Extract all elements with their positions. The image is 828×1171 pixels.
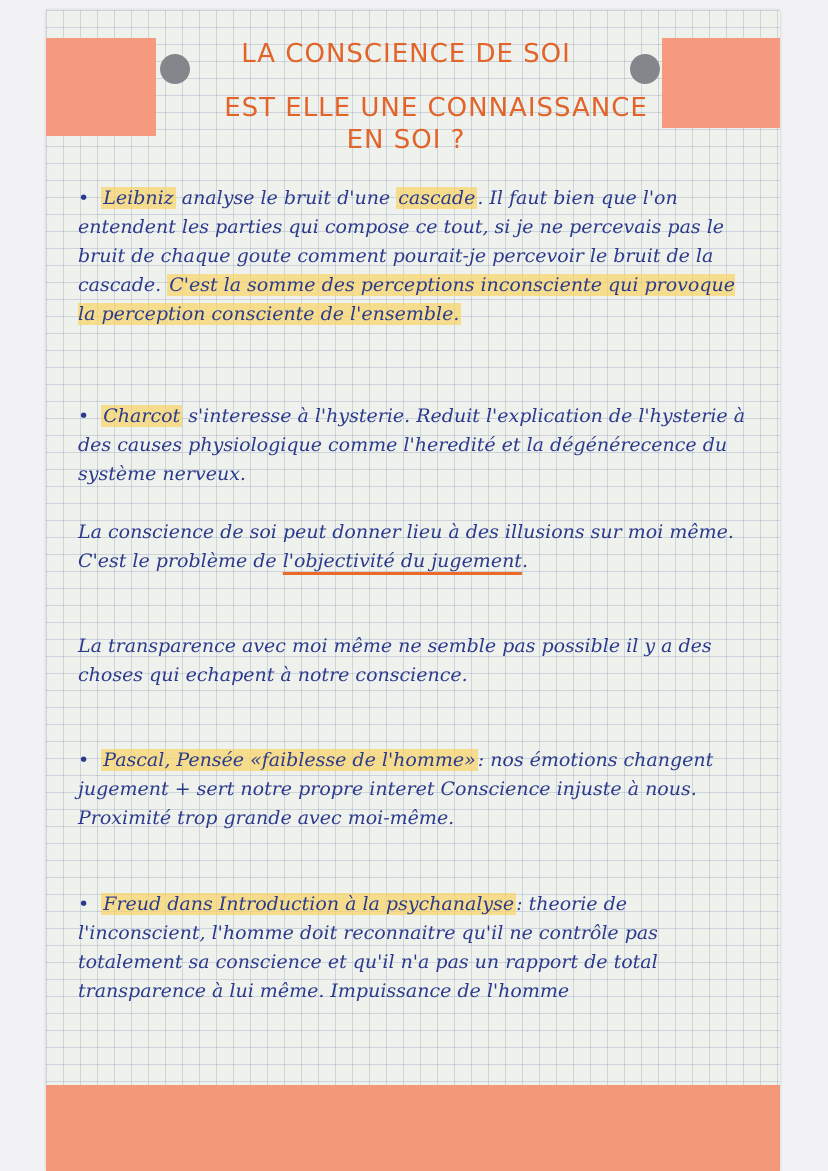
note-leibniz <box>78 184 758 329</box>
leibniz-name: Leibniz <box>103 187 174 209</box>
title-line-3: EN SOI ? <box>346 125 466 155</box>
title-line-2: EST ELLE UNE CONNAISSANCE <box>224 93 648 123</box>
card-tab-left <box>46 38 156 136</box>
freud-name: Freud dans Introduction à la psychanalyse <box>103 893 515 915</box>
charcot-text: s'interesse à l'hysterie. Reduit l'explication de l'hysterie à des causes physiologique comme l'heredité et la dégénérecence du système nerveux. <box>78 405 746 485</box>
leibniz-text-2: . Il faut bien que l'on entendent les parties qui compose ce tout, si je ne percevais pas le bruit de chaque goute comment pourait-je percevoir le bruit de la cascade. <box>78 187 725 296</box>
card-tab-bottom <box>46 1085 780 1171</box>
note-transparence <box>78 632 758 690</box>
leibniz-text-1: analyse le bruit d'une <box>175 187 397 209</box>
title-line-1: LA CONSCIENCE DE SOI <box>241 39 571 69</box>
note-illusions <box>78 518 758 576</box>
freud-text: : theorie de l'inconscient, l'homme doit reconnaitre qu'il ne contrôle pas totalement sa conscience et qu'il n'a pas un rapport de total transparence à lui même. Impuissance de l'homme <box>78 893 658 1002</box>
note-freud <box>78 890 758 1006</box>
note-charcot <box>78 402 758 489</box>
transparence-text: La transparence avec moi même ne semble pas possible il y a des choses qui echapent à notre conscience. <box>78 635 712 686</box>
leibniz-word: cascade <box>398 187 476 209</box>
charcot-name: Charcot <box>103 405 181 427</box>
pascal-name: Pascal, Pensée «faiblesse de l'homme» <box>103 749 476 771</box>
index-card <box>46 10 780 1171</box>
pascal-text: : nos émotions changent jugement + sert notre propre interet Conscience injuste à nous. Proximité trop grande avec moi-même. <box>78 749 714 829</box>
illusions-text: La conscience de soi peut donner lieu à des illusions sur moi même. C'est le problème de <box>78 521 734 572</box>
leibniz-conclusion: C'est la somme des perceptions inconsciente qui provoque la perception consciente de l'ensemble. <box>78 274 735 325</box>
illusions-end: . <box>521 550 528 572</box>
illusions-underlined: l'objectivité du jugement <box>282 550 522 572</box>
note-pascal <box>78 746 758 833</box>
